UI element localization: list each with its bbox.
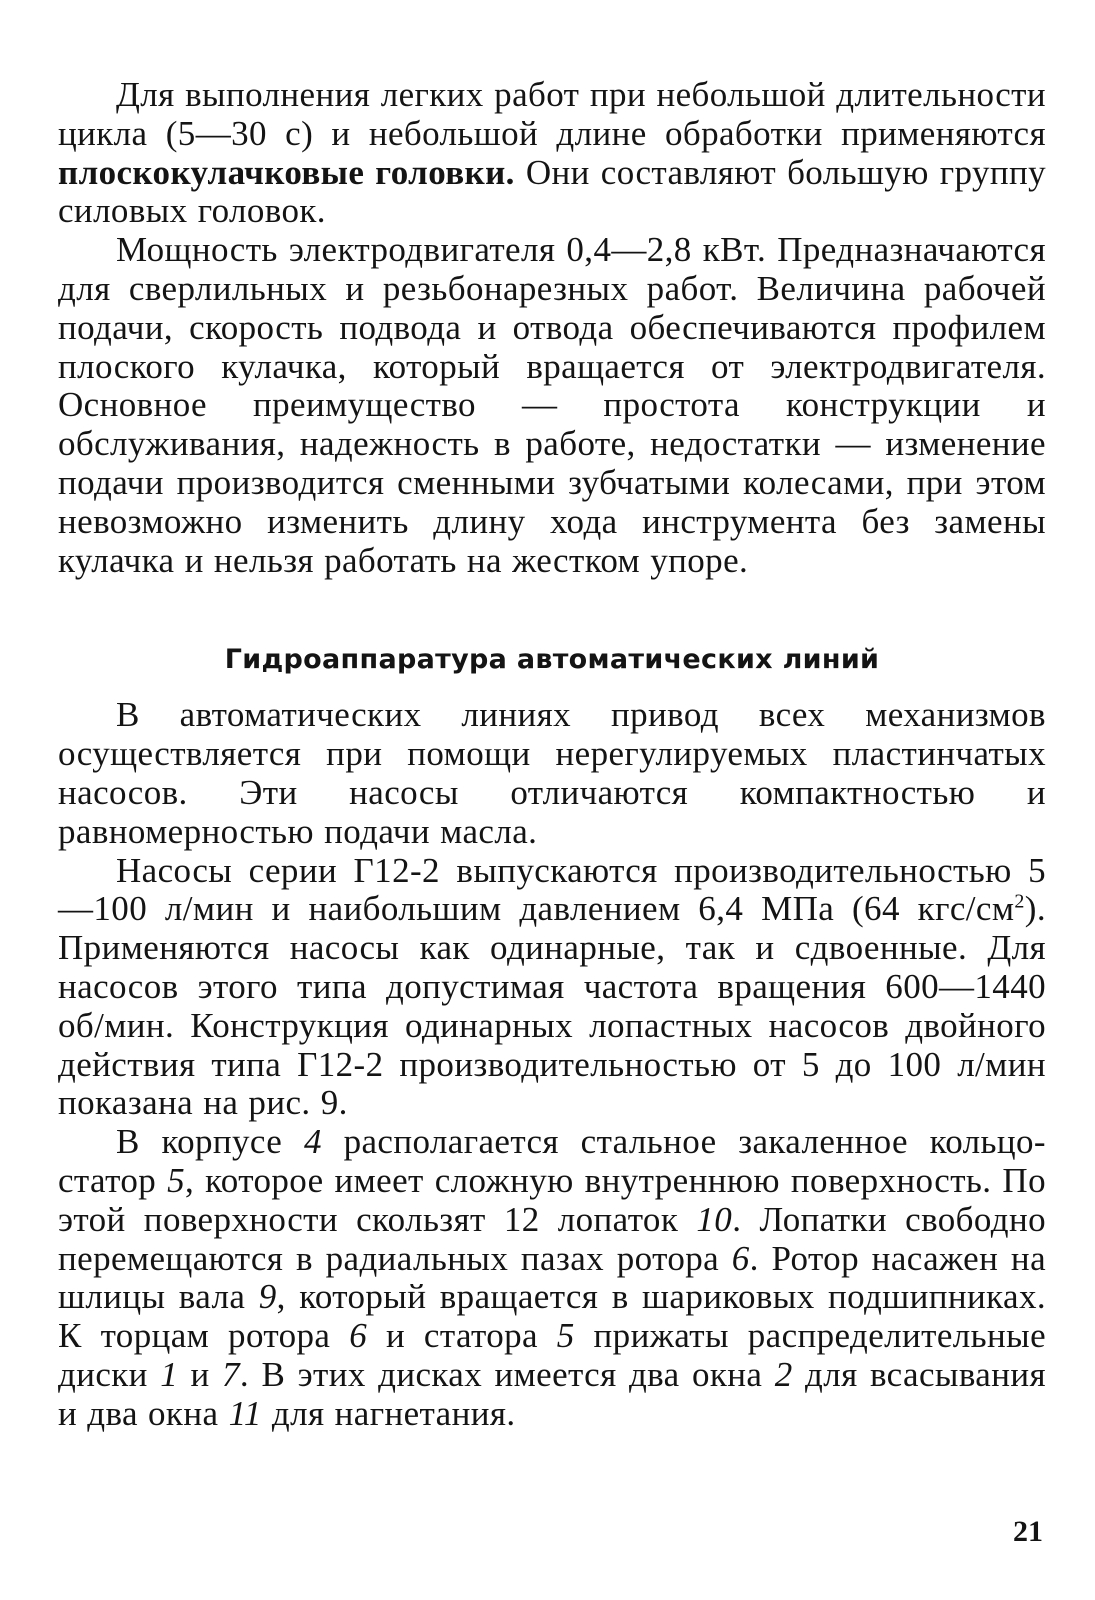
paragraph-drive-pumps: В автоматических линиях привод всех механизмов осуществляется при помощи нерегулируемых пластинчатых насосов. Эти насосы отличаются компактностью и равномерностью подачи масла. bbox=[58, 695, 1046, 851]
text-run: для нагнетания. bbox=[261, 1393, 516, 1433]
paragraph-pump-construction bbox=[58, 1123, 1046, 1433]
figure-ref: 6 bbox=[349, 1316, 368, 1356]
text-run: , которое имеет сложную внутреннюю поверхность. По этой поверхности скользят 12 лопаток bbox=[58, 1160, 1046, 1239]
text-run: , который вращается в шариковых подшипниках. К торцам ротора bbox=[58, 1277, 1047, 1356]
bold-term: плоскокулачковые головки. bbox=[58, 152, 515, 192]
page-number: 21 bbox=[1013, 1515, 1043, 1548]
text-run: Для выполнения легких работ при небольшой длительности цикла (5—30 с) и небольшой длине обработки применяются bbox=[58, 75, 1046, 153]
paragraph-flat-cam-heads bbox=[58, 76, 1046, 231]
section-heading: Гидроаппаратура автоматических линий bbox=[224, 644, 880, 676]
text-run: и bbox=[178, 1354, 223, 1394]
figure-ref: 10 bbox=[696, 1199, 733, 1239]
text-run: ). Применяются насосы как одинарные, так и сдвоенные. Для насосов этого типа допустимая частота вращения 600—1440 об/мин. Конструкция одинарных лопастных насосов двойного действия типа Г12-2 производительностью от 5 до 100 л/мин показана на рис. 9. bbox=[58, 889, 1046, 1123]
figure-ref: 11 bbox=[228, 1393, 262, 1433]
text-run: для всасывания и два окна bbox=[58, 1354, 1046, 1433]
text-run: Они составляют большую группу силовых головок. bbox=[58, 152, 1047, 231]
figure-ref: 6 bbox=[731, 1238, 750, 1278]
figure-ref: 9 bbox=[258, 1277, 277, 1317]
text-run: и статора bbox=[367, 1316, 557, 1356]
figure-ref: 5 bbox=[167, 1160, 186, 1200]
text-run: прижаты распределительные диски bbox=[58, 1316, 1046, 1394]
figure-ref: 5 bbox=[556, 1316, 575, 1356]
text-run: . Ротор насажен на шлицы вала bbox=[58, 1238, 1046, 1317]
text-run: располагается стальное закаленное кольцо-статор bbox=[58, 1122, 1046, 1200]
superscript: 2 bbox=[1014, 890, 1025, 913]
figure-ref: 2 bbox=[774, 1354, 793, 1394]
paragraph-motor-power: Мощность электродвигателя 0,4—2,8 кВт. Предназначаются для сверлильных и резьбонарезных работ. Величина рабочей подачи, скорость подвода и отвода обеспечиваются профилем плоского кулачка, который вращается от электродвигателя. Основное преимущество — простота конструкции и обслуживания, надежность в работе, недостатки — изменение подачи производится сменными зубчатыми колесами, при этом невозможно изменить длину хода инструмента без замены кулачка и нельзя работать на жестком упоре. bbox=[58, 230, 1046, 580]
text-run: . В этих дисках имеется два окна bbox=[239, 1354, 775, 1394]
paragraph-pump-series bbox=[58, 852, 1046, 1124]
figure-ref: 7 bbox=[222, 1354, 240, 1394]
page-body bbox=[58, 76, 1046, 1434]
figure-ref: 1 bbox=[160, 1354, 179, 1394]
text-run: Насосы серии Г12-2 выпускаются производительностью 5—100 л/мин и наибольшим давлением 6,4 МПа (64 кгс/см bbox=[58, 850, 1046, 929]
text-run: В корпусе bbox=[116, 1122, 304, 1162]
text-run: . Лопатки свободно перемещаются в радиальных пазах ротора bbox=[58, 1199, 1046, 1278]
figure-ref: 4 bbox=[303, 1122, 322, 1162]
